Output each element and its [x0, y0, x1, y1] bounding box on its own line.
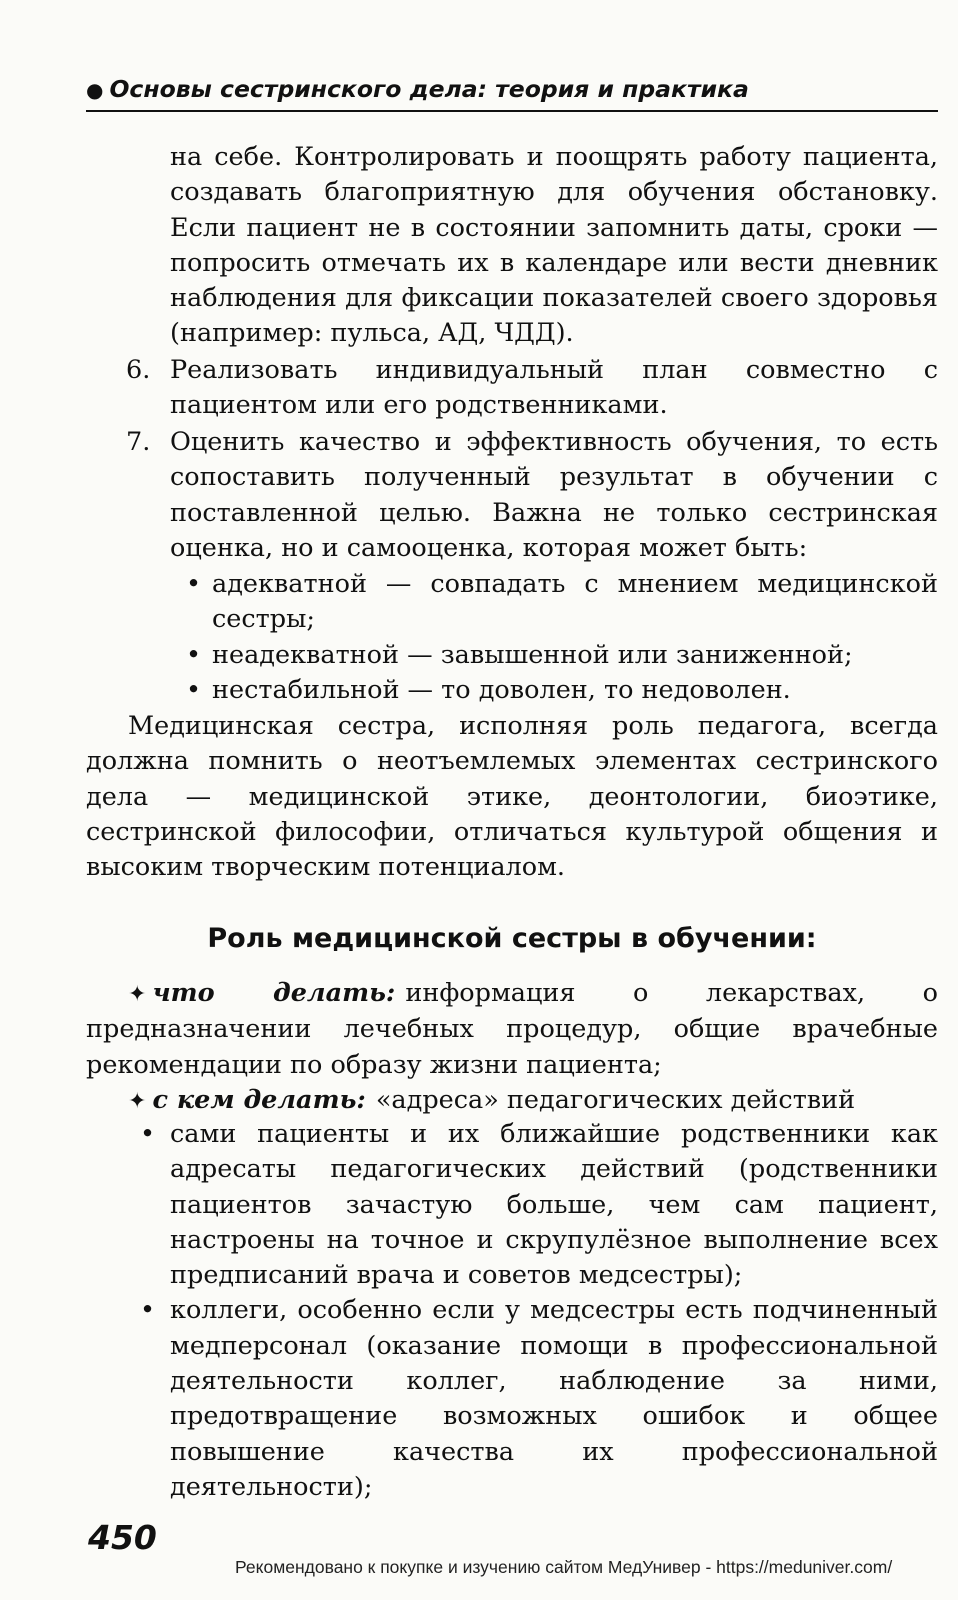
role-text: «адреса» педагогических действий	[375, 1084, 856, 1115]
page-number: 450	[88, 1518, 157, 1557]
bullet-icon: •	[186, 569, 202, 599]
star-icon: ✦	[128, 1088, 147, 1114]
continuation-text	[170, 140, 938, 352]
role-keyword: с кем делать:	[152, 1084, 366, 1115]
body-paragraph	[86, 709, 938, 885]
list-item-text: Оценить качество и эффективность обучения, то есть сопоставить полученный результат в обучении с поставленной целью. Важна не только сестринская оценка, но и самооценка, которая может быть:	[170, 427, 938, 563]
running-header	[86, 74, 938, 112]
list-item: • неадекватной — завышенной или заниженной;	[186, 638, 938, 673]
star-icon: ✦	[128, 982, 147, 1007]
bullet-icon: •	[140, 1295, 156, 1326]
footer-note: Рекомендовано к покупке и изучению сайтом МедУнивер - https://meduniver.com/	[235, 1557, 893, 1577]
list-number: 7.	[126, 427, 151, 457]
list-number: 6.	[126, 355, 151, 385]
header-bullet-icon: ●	[86, 78, 104, 102]
role-text: информация о лекарствах, о предназначении лечебных процедур, общие врачебные рекомендации по образу жизни пациента;	[86, 978, 938, 1080]
addressees-list	[140, 1117, 938, 1505]
bullet-icon: •	[186, 674, 202, 705]
continuation-paragraph: на себе. Контролировать и поощрять работу пациента, создавать благоприятную для обучения обстановку. Если пациент не в состоянии запомнить даты, сроки — попросить отмечать их в календаре или вести дневник наблюдения для фиксации показателей своего здоровья (например: пульса, АД, ЧДД).	[170, 142, 938, 349]
list-item: • сами пациенты и их ближайшие родственники как адресаты педагогических действий (родственники пациентов зачастую больше, чем сам пациент, настроены на точное и скрупулёзное выполнение всех предписаний врача и советов медсестры);	[140, 1119, 938, 1291]
bullet-icon: •	[186, 639, 202, 670]
numbered-list-item-7	[126, 425, 938, 566]
section-title: Роль медицинской сестры в обучении:	[207, 923, 817, 954]
list-item: • коллеги, особенно если у медсестры есть подчиненный медперсонал (оказание помощи в профессиональной деятельности коллег, наблюдение за ними, предотвращение возможных ошибок и общее повышение качества их профессиональной деятельности);	[140, 1295, 938, 1502]
numbered-list-item-6	[126, 353, 938, 424]
role-item-whom	[86, 1083, 938, 1119]
header-title: Основы сестринского дела: теория и практика	[109, 75, 749, 103]
role-item-what	[86, 976, 938, 1083]
role-keyword: что делать:	[152, 978, 396, 1008]
self-assessment-list	[186, 567, 938, 708]
list-item: • нестабильной — то доволен, то недоволен.	[186, 673, 938, 708]
list-item-text: Реализовать индивидуальный план совместно с пациентом или его родственниками.	[170, 355, 938, 421]
bullet-icon: •	[140, 1119, 156, 1149]
role-list	[86, 976, 938, 1119]
paragraph-text: Медицинская сестра, исполняя роль педагога, всегда должна помнить о неотъемлемых элементах сестринского дела — медицинской этике, деонтологии, биоэтике, сестринской философии, отличаться культурой общения и высоким творческим потенциалом.	[86, 711, 938, 883]
list-item: • адекватной — совпадать с мнением медицинской сестры;	[186, 569, 938, 635]
